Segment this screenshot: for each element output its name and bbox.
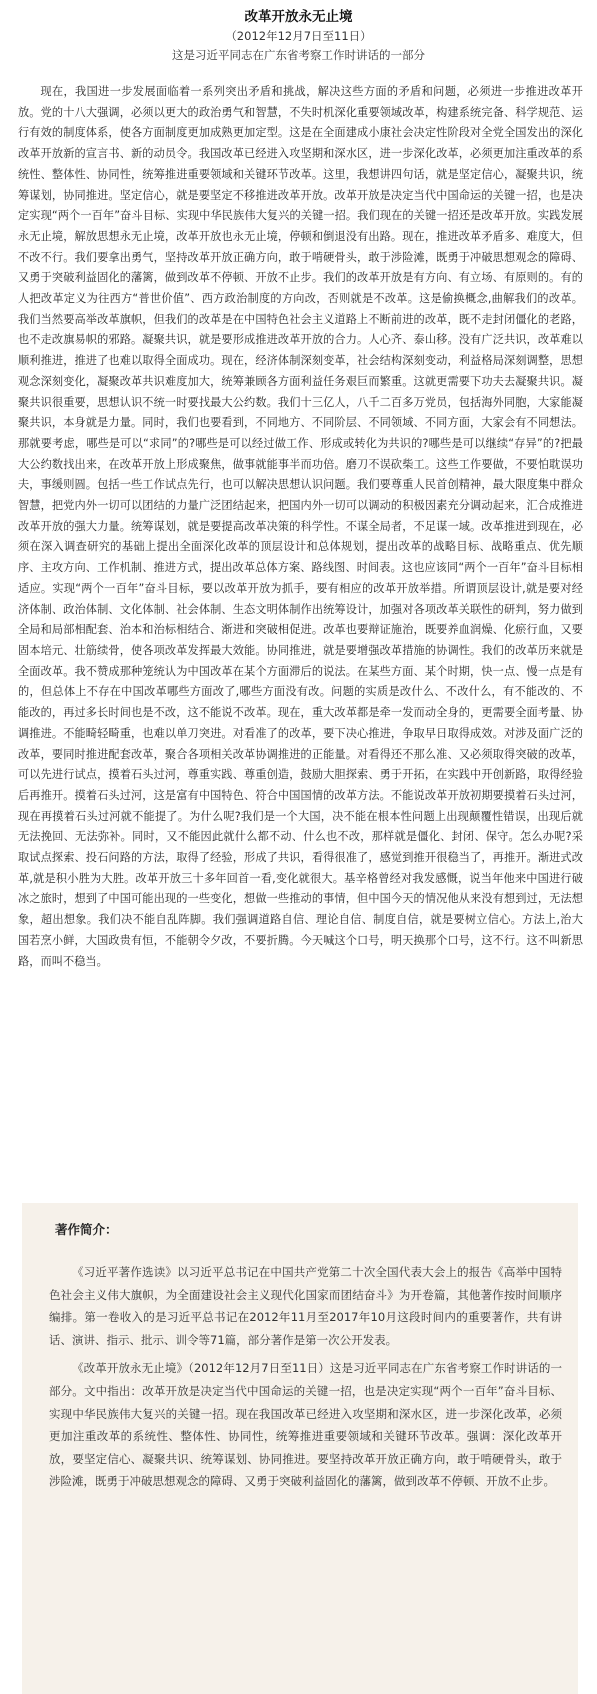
intro-paragraph-1: 《习近平著作选读》以习近平总书记在中国共产党第二十次全国代表大会上的报告《高举中国特色社会主义伟大旗帜，为全面建设社会主义现代化国家而团结奋斗》为开卷篇，其他著作按时间顺序编排。第一卷收入的是习近平总书记在2012年11月至2017年10月这段时间内的重要著作，共有讲话、演讲、指示、批示、训令等71篇，部分著作是第一次公开发表。 — [49, 1265, 562, 1347]
article-header — [0, 0, 597, 64]
intro-paragraph-2: 《改革开放永无止境》（2012年12月7日至11日）这是习近平同志在广东省考察工作时讲话的一部分。文中指出：改革开放是决定当代中国命运的关键一招，也是决定实现“两个一百年”奋斗目标、实现中华民族伟大复兴的关键一招。现在我国改革已经进入攻坚期和深水区，进一步深化改革，必须更加注重改革的系统性、整体性、协同性，统筹推进重要领域和关键环节改革。强调：深化改革开放，要坚定信心、凝聚共识、统筹谋划、协同推进。要坚持改革开放正确方向，敢于啃硬骨头，敢于涉险滩，既勇于冲破思想观念的障碍、又勇于突破利益固化的藩篱，做到改革不停顿、开放不止步。 — [49, 1361, 562, 1489]
book-intro-box — [22, 1203, 578, 1694]
article-body: 现在，我国进一步发展面临着一系列突出矛盾和挑战，解决这些方面的矛盾和问题，必须进一步推进改革开放。党的十八大强调，必须以更大的政治勇气和智慧，不失时机深化重要领域改革，构建系统完备、科学规范、运行有效的制度体系，使各方面制度更加成熟更加定型。这是在全面建成小康社会决定性阶段对全党全国发出的深化改革开放新的宣言书、新的动员令。我国改革已经进入攻坚期和深水区，进一步深化改革，必须更加注重改革的系统性、整体性、协同性，统筹推进重要领域和关键环节改革。这里，我想讲四句话，就是坚定信心，凝聚共识，统筹谋划，协同推进。坚定信心，就是要坚定不移推进改革开放。改革开放是决定当代中国命运的关键一招，也是决定实现“两个一百年”奋斗目标、实现中华民族伟大复兴的关键一招。我们现在的关键一招还是改革开放。实践发展永无止境，解放思想永无止境，改革开放也永无止境，停顿和倒退没有出路。现在，推进改革矛盾多、难度大，但不改不行。我们要拿出勇气，坚持改革开放正确方向，敢于啃硬骨头，敢于涉险滩，既勇于冲破思想观念的障碍、又勇于突破利益固化的藩篱，做到改革不停顿、开放不止步。我们的改革开放是有方向、有立场、有原则的。有的人把改革定义为往西方“普世价值”、西方政治制度的方向改，否则就是不改革。这是偷换概念,曲解我们的改革。我们当然要高举改革旗帜，但我们的改革是在中国特色社会主义道路上不断前进的改革，既不走封闭僵化的老路，也不走改旗易帜的邪路。凝聚共识，就是要形成推进改革开放的合力。人心齐、泰山移。没有广泛共识，改革难以顺利推进，推进了也难以取得全面成功。现在，经济体制深刻变革，社会结构深刻变动，利益格局深刻调整，思想观念深刻变化，凝聚改革共识难度加大，统筹兼顾各方面利益任务艰巨而繁重。这就更需要下功夫去凝聚共识。凝聚共识很重要，思想认识不统一时要找最大公约数。我们十三亿人，八千二百多万党员，包括海外同胞，大家能凝聚共识，本身就是力量。同时，我们也要看到，不同地方、不同阶层、不同领域、不同方面，大家会有不同想法。那就要考虑，哪些是可以“求同”的?哪些是可以经过做工作、形成或转化为共识的?哪些是可以继续“存异”的?把最大公约数找出来，在改革开放上形成聚焦，做事就能事半而功倍。磨刀不误砍柴工。这些工作要做，不要怕耽误功夫，事缓则圆。包括一些工作试点先行，也可以解决思想认识问题。我们要尊重人民首创精神，最大限度集中群众智慧，把党内外一切可以团结的力量广泛团结起来，把国内外一切可以调动的积极因素充分调动起来，汇合成推进改革开放的强大力量。统筹谋划，就是要提高改革决策的科学性。不谋全局者，不足谋一域。改革推进到现在，必须在深入调查研究的基础上提出全面深化改革的顶层设计和总体规划，提出改革的战略目标、战略重点、优先顺序、主攻方向、工作机制、推进方式，提出改革总体方案、路线图、时间表。这也应该同“两个一百年”奋斗目标相适应。实现“两个一百年”奋斗目标，要以改革开放为抓手，要有相应的改革开放举措。所谓顶层设计,就是要对经济体制、政治体制、文化体制、社会体制、生态文明体制作出统筹设计，加强对各项改革关联性的研判，努力做到全局和局部相配套、治本和治标相结合、渐进和突破相促进。改革也要辩证施治，既要养血润燥、化瘀行血，又要固本培元、壮筋续骨，使各项改革发挥最大效能。协同推进，就是要增强改革措施的协调性。我们的改革历来就是全面改革。我不赞成那种笼统认为中国改革在某个方面滞后的说法。在某些方面、某个时期，快一点、慢一点是有的，但总体上不存在中国改革哪些方面改了,哪些方面没有改。问题的实质是改什么、不改什么，有不能改的、不能改的，再过多长时间也是不改，这不能说不改革。现在，重大改革都是牵一发而动全身的，更需要全面考量、协调推进。不能畸轻畸重，也难以单刀突进。对看准了的改革，要下决心推进，争取早日取得成效。对涉及面广泛的改革，要同时推进配套改革，聚合各项相关改革协调推进的正能量。对看得还不那么准、又必须取得突破的改革，可以先进行试点，摸着石头过河，尊重实践、尊重创造，鼓励大胆探索、勇于开拓，在实践中开创新路，取得经验后再推开。摸着石头过河，这是富有中国特色、符合中国国情的改革方法。不能说改革开放初期要摸着石头过河，现在再摸着石头过河就不能提了。为什么呢?我们是一个大国，决不能在根本性问题上出现颠覆性错误，出现后就无法挽回、无法弥补。同时，又不能因此就什么都不动、什么也不改，那样就是僵化、封闭、保守。怎么办呢?采取试点探索、投石问路的方法，取得了经验，形成了共识，看得很准了，感觉到推开很稳当了，再推开。渐进式改革,就是积小胜为大胜。改革开放三十多年回首一看,变化就很大。基辛格曾经对我发感慨，说当年他来中国进行破冰之旅时，想到了中国可能出现的一些变化，想做一些推动的事情，但中国今天的情况他从来没有想到过，无法想象，超出想象。我们决不能自乱阵脚。我们强调道路自信、理论自信、制度自信，就是要树立信心。方法上,治大国若烹小鲜，大国政贵有恒，不能朝令夕改，不要折腾。今天喊这个口号，明天换那个口号，这不行。这不叫新思路，而叫不稳当。 — [18, 85, 583, 968]
article-date: （2012年12月7日至11日） — [225, 29, 372, 43]
intro-heading: 著作简介： — [55, 1222, 118, 1237]
article-note: 这是习近平同志在广东省考察工作时讲话的一部分 — [172, 48, 425, 62]
article-title: 改革开放永无止境 — [244, 9, 353, 25]
